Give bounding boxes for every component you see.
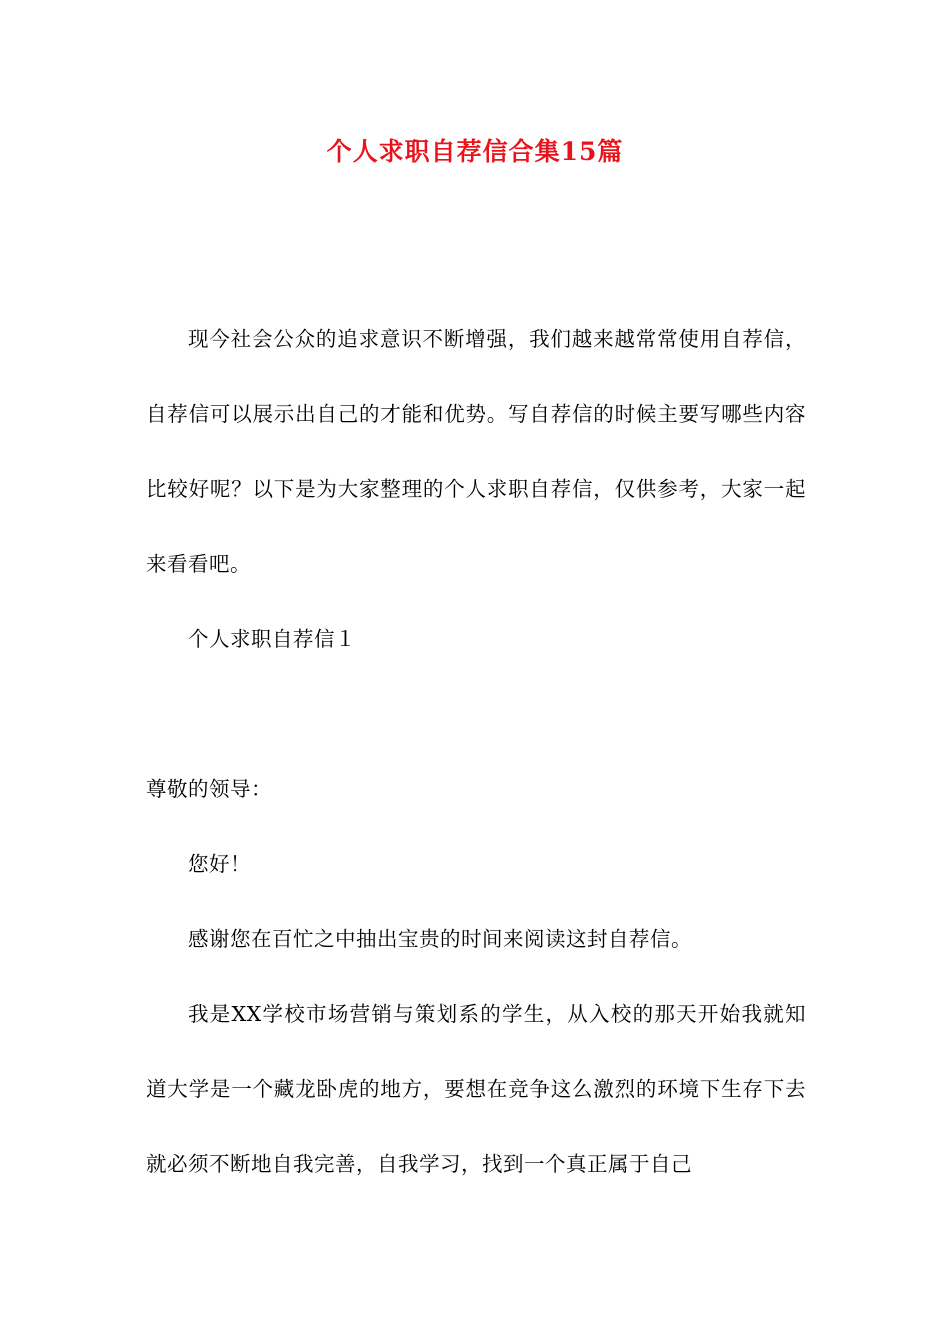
- body-paragraph-1: 我是XX学校市场营销与策划系的学生，从入校的那天开始我就知道大学是一个藏龙卧虎的地方，要想在竞争这么激烈的环境下生存下去就必须不断地自我完善，自我学习，找到一个真正属于自己: [146, 1002, 806, 1176]
- salutation: 尊敬的领导：: [146, 777, 272, 801]
- greeting: 您好！: [188, 852, 251, 876]
- document-title: 个人求职自荐信合集15篇: [326, 137, 624, 166]
- intro-paragraph: 现今社会公众的追求意识不断增强，我们越来越常常使用自荐信，自荐信可以展示出自己的才能和优势。写自荐信的时候主要写哪些内容比较好呢？以下是为大家整理的个人求职自荐信，仅供参考，大家一起来看看吧。: [146, 327, 806, 576]
- section-heading: 个人求职自荐信１: [188, 627, 356, 651]
- thanks-paragraph: 感谢您在百忙之中抽出宝贵的时间来阅读这封自荐信。: [188, 927, 692, 951]
